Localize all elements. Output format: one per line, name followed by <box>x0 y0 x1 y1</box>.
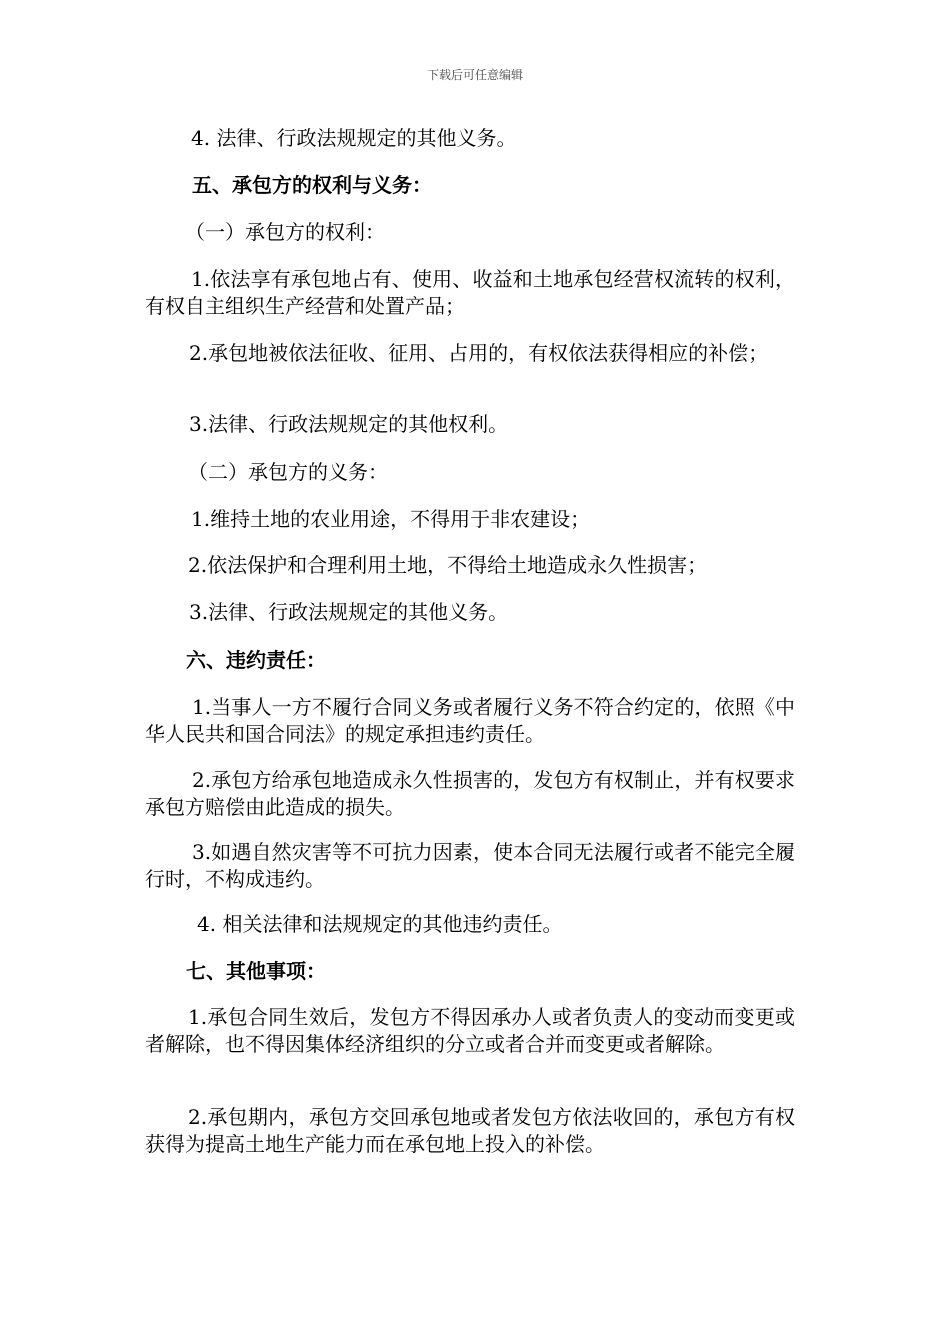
breach-item-3: 3.如遇自然灾害等不可抗力因素，使本合同无法履行或者不能完全履行时，不构成违约。 <box>145 840 795 891</box>
section-heading-5: 五、承包方的权利与义务： <box>192 173 432 197</box>
subsection-heading-obligations: （二）承包方的义务： <box>188 460 388 484</box>
section-heading-6: 六、违约责任： <box>186 648 326 672</box>
header-watermark: 下载后可任意编辑 <box>426 68 523 82</box>
rights-item-2: 2.承包地被依法征收、征用、占用的，有权依法获得相应的补偿； <box>189 341 769 365</box>
rights-item-1: 1.依法享有承包地占有、使用、收益和土地承包经营权流转的权利，有权自主组织生产经营和处置产品； <box>145 267 795 318</box>
other-item-1: 1.承包合同生效后，发包方不得因承办人或者负责人的变动而变更或者解除，也不得因集体经济组织的分立或者合并而变更或者解除。 <box>145 1005 795 1056</box>
rights-item-3: 3.法律、行政法规规定的其他权利。 <box>189 412 509 436</box>
other-item-2: 2.承包期内，承包方交回承包地或者发包方依法收回的，承包方有权获得为提高土地生产能力而在承包地上投入的补偿。 <box>145 1105 795 1156</box>
breach-item-1: 1.当事人一方不履行合同义务或者履行义务不符合约定的，依照《中华人民共和国合同法》的规定承担违约责任。 <box>145 695 795 746</box>
obligations-item-3: 3.法律、行政法规规定的其他义务。 <box>189 600 509 624</box>
obligations-item-1: 1.维持土地的农业用途，不得用于非农建设； <box>191 507 591 531</box>
obligation-item-4: 4. 法律、行政法规规定的其他义务。 <box>191 126 517 150</box>
breach-item-4: 4. 相关法律和法规规定的其他违约责任。 <box>197 912 563 936</box>
section-heading-7: 七、其他事项： <box>186 959 326 983</box>
breach-item-2: 2.承包方给承包地造成永久性损害的，发包方有权制止，并有权要求承包方赔偿由此造成的损失。 <box>145 768 795 819</box>
obligations-item-2: 2.依法保护和合理利用土地，不得给土地造成永久性损害； <box>188 553 708 577</box>
subsection-heading-rights: （一）承包方的权利： <box>185 220 385 244</box>
